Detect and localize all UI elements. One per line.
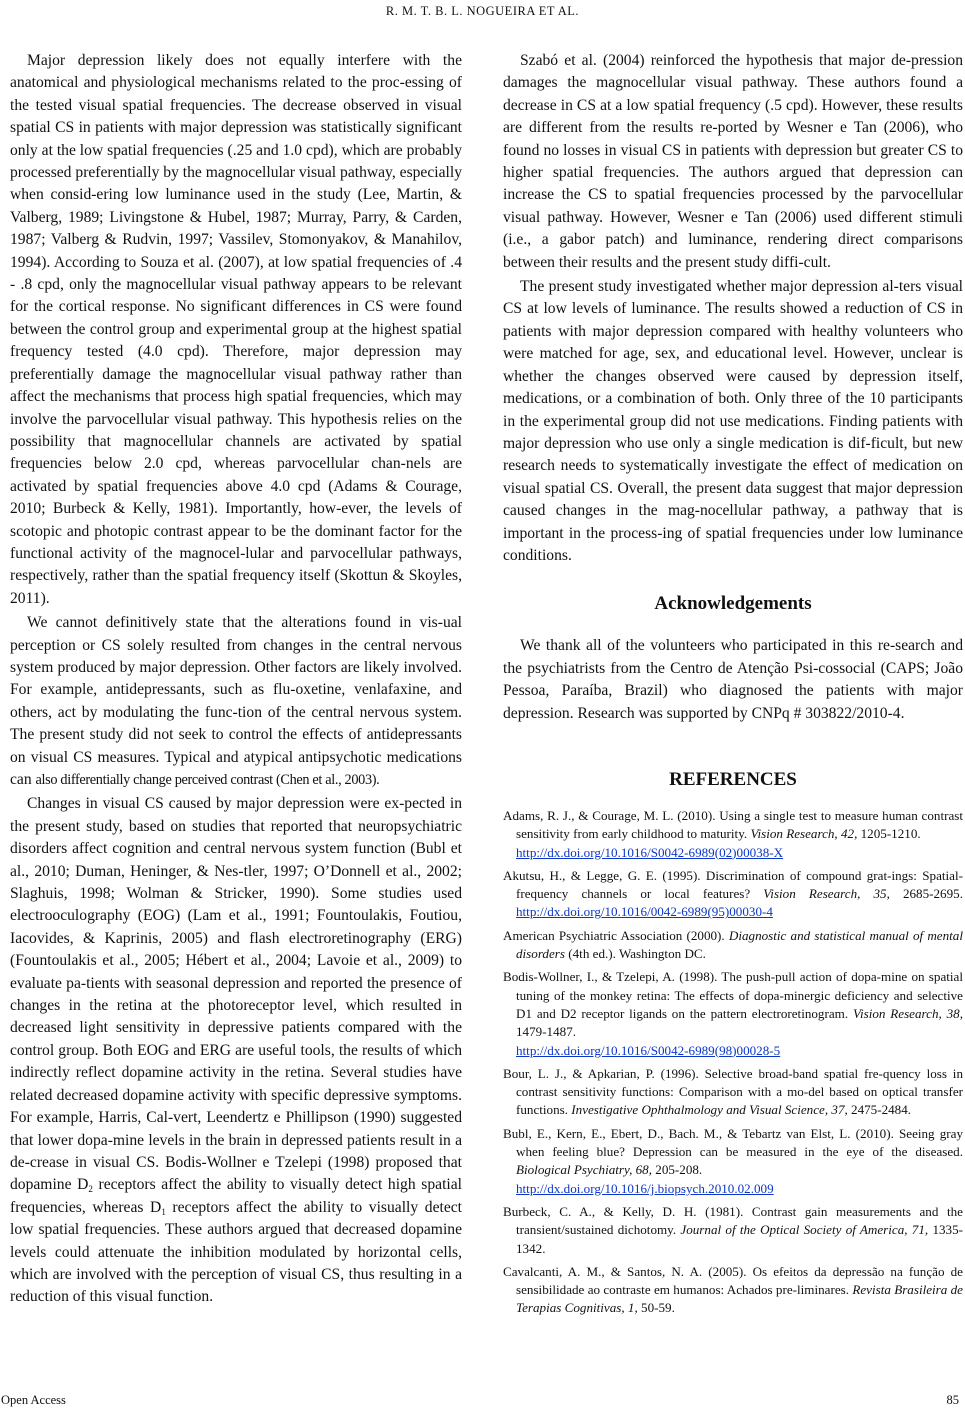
paragraph-text: We cannot definitively state that the alterations found in vis-ual perception or CS solely resulted from changes in the central nervous system produced by major depression. Other factors are likely involved. For example, antidepressants, such as flu-oxetine, venlafaxine, and others, act by modulating the func-tion of the central nervous system. The present study did not seek to control the effects of antidepressants on visual CS measures. Typical and atypical antipsychotic medications can <box>10 614 462 788</box>
doi-link[interactable]: http://dx.doi.org/10.1016/j.biopsych.2010.02.009 <box>516 1180 774 1196</box>
reference-journal: Journal of the Optical Society of America, 71, <box>680 1222 929 1238</box>
reference-item <box>503 1125 963 1198</box>
reference-authors-title: Akutsu, H., & Legge, G. E. (1995). Discrimination of compound grat-ings: Spatial-frequency channels or local features? <box>503 867 963 902</box>
reference-authors-title: Bour, L. J., & Apkarian, P. (1996). Selective broad-band spatial fre-quency loss in contrast sensitivity functions: Comparison with a mo-del based on optical transfer functions. <box>503 1065 963 1118</box>
reference-pages: 205-208. <box>652 1162 703 1178</box>
reference-pages: 1335-1342. <box>516 1222 963 1256</box>
paragraph-text-c: receptors affect the ability to visually detect low spatial frequencies. These authors argued that decreased dopamine levels could attenuate the inhibition modulated by horizontal cells, which are involved with the perception of visual CS, thus resulting in a reduction of this visual function. <box>10 1198 462 1306</box>
reference-journal: Revista Brasileira de Terapias Cognitivas, 1, <box>516 1282 963 1316</box>
running-head: R. M. T. B. L. NOGUEIRA ET AL. <box>385 4 580 18</box>
acknowledgements-text: We thank all of the volunteers who participated in this re-search and the psychiatrists from the Centro de Atenção Psi-cossocial (CAPS; João Pessoa, Paraíba, Brazil) who diagnosed the patients with major depression. Research was supported by CNPq # 303822/2010-4. <box>503 637 963 722</box>
reference-item <box>503 968 963 1059</box>
reference-journal: Vision Research, 42, <box>750 826 858 842</box>
reference-pages: 2685-2695. <box>889 886 963 902</box>
reference-item <box>503 867 963 922</box>
reference-pages: 2475-2484. <box>847 1102 912 1118</box>
reference-item <box>503 807 963 862</box>
reference-item <box>503 1203 963 1258</box>
footer-open-access: Open Access <box>1 1393 66 1407</box>
reference-journal: Diagnostic and statistical manual of mental disorders <box>516 927 963 962</box>
reference-authors-title: American Psychiatric Association (2000). <box>503 927 729 943</box>
paragraph-tail: also differentially change perceived contrast (Chen et al., 2003). <box>35 772 380 788</box>
doi-link[interactable]: http://dx.doi.org/10.1016/0042-6989(95)00030-4 <box>516 904 773 920</box>
doi-link[interactable]: http://dx.doi.org/10.1016/S0042-6989(98)00028-5 <box>516 1042 781 1058</box>
references-heading: REFERENCES <box>669 768 797 790</box>
doi-link[interactable]: http://dx.doi.org/10.1016/S0042-6989(02)00038-X <box>516 844 784 860</box>
left-column <box>10 50 462 1309</box>
reference-authors-title: Burbeck, C. A., & Kelly, D. H. (1981). Contrast gain measurements and the transient/sustained dichotomy. <box>503 1203 963 1238</box>
reference-journal: Vision Research, 35, <box>763 886 890 902</box>
reference-journal: Biological Psychiatry, 68, <box>516 1162 653 1178</box>
paragraph: Major depression likely does not equally interfere with the anatomical and physiological mechanisms related to the proc-essing of the tested visual spatial frequencies. The decrease observed in visual spatial CS in patients with major depression was statistically significant only at the low spatial frequencies (.25 and 1.0 cpd), which are probably processed preferentially by the magnocellular visual pathway, especially when consid-ering low luminance used in the study (Lee, Martin, & Valberg, 1989; Livingstone & Hubel, 1987; Murray, Parry, & Carden, 1987; Valberg & Rudvin, 1997; Vassilev, Stomonyakov, & Manahilov, 1994). According to Souza et al. (2007), at low spatial frequencies of .4 - .8 cpd, only the magnocellular visual pathway appears to be relevant for the cortical response. No significant differences in CS were found between the control group and experimental group at the highest spatial frequency tested (4.0 cpd). Therefore, major depression may preferentially damage the magnocellular visual pathway rather than affect the mechanisms that process high spatial frequencies, which may involve the parvocellular visual pathway. This hypothesis relies on the possibility that magnocellular channels are activated by spatial frequencies below 2.0 cpd, whereas parvocellular chan-nels are activated by spatial frequencies above 4.0 cpd (Adams & Courage, 2010; Burbeck & Kelly, 1981). Importantly, how-ever, the levels of scotopic and photopic contrast appear to be the dominant factor for the functional activity of the magnocel-lular and parvocellular pathways, respectively, rather than the spatial frequency itself (Skottun & Skoyles, 2011). <box>10 52 462 607</box>
reference-item <box>503 1263 963 1318</box>
reference-list <box>503 807 963 1318</box>
reference-authors-title: Bubl, E., Kern, E., Ebert, D., Bach. M., & Tebartz van Elst, L. (2010). Seeing gray when feeling blue? Depression can be measured in the eye of the diseased. <box>503 1125 963 1160</box>
reference-item <box>503 927 963 964</box>
paragraph: Szabó et al. (2004) reinforced the hypothesis that major de-pression damages the magnocellular visual pathway. These authors found a decrease in CS at a low spatial frequency (.5 cpd). However, these results are different from the results re-ported by Wesner e Tan (2006), who found no losses in visual CS in patients with depression but greater CS to higher spatial frequencies. The authors argued that depression can increase the CS to spatial frequencies processed by the parvocellular visual pathway. However, Wesner e Tan (2006) used different stimuli (i.e., a gabor patch) and luminance, rendering direct comparisons between their results and the present study diffi-cult. <box>503 52 963 271</box>
subscript: 1 <box>161 1206 166 1217</box>
paragraph <box>10 793 462 1308</box>
reference-pages: 1479-1487. <box>516 1024 577 1040</box>
acknowledgements-heading: Acknowledgements <box>654 593 812 615</box>
reference-authors-title: Cavalcanti, A. M., & Santos, N. A. (2005). Os efeitos da depressão na função de sensibilidade ao contraste em humanos: Achados pre-liminares. <box>503 1263 963 1298</box>
page-number: 85 <box>946 1393 959 1407</box>
right-column <box>503 50 963 1323</box>
subscript: 2 <box>88 1184 93 1195</box>
paragraph: The present study investigated whether major depression al-ters visual CS at low levels of luminance. The results showed a reduction of CS in patients with major depression compared with healthy volunteers who were matched for age, sex, and educational level. However, unclear is whether the changes observed were caused by depression itself, medications, or a combination of both. Only three of the 10 participants in the experimental group did not use medications. Finding patients with major depression who use only a single medication is dif-ficult, but new research needs to systematically investigate the effect of medication on visual spatial CS. Overall, the present data suggest that major depression caused changes in the mag-nocellular pathway, a pathway that is important in the process-ing of spatial frequencies under low luminance conditions. <box>503 278 963 564</box>
reference-item <box>503 1065 963 1120</box>
paragraph-text-a: Changes in visual CS caused by major depression were ex-pected in the present study, based on studies that reported that neuropsychiatric disorders affect cognition and central nervous system function (Bubl et al., 2010; Duman, Heninger, & Nes-tler, 1997; O’Donnell et al., 2002; Slaghuis, 1998; Wolman & Stricker, 1990). Some studies used electrooculography (EOG) (Lam et al., 1991; Fountoulakis, Foutiou, Iacovides, & Kaprinis, 2005) and flash electroretinography (ERG) (Fountoulakis et al., 2005; Hébert et al., 2004; Lavoie et al., 2009) to evaluate pa-tients with seasonal depression and reported the presence of changes in the retina at the photoreceptor level, which resulted in decreased light sensitivity in depressive patients compared with the control group. Both EOG and ERG are useful tools, the results of which indirectly reflect dopamine activity in the retina. Several studies have related decreased dopamine activity with specific depressive symptoms. For example, Harris, Cal-vert, Leendertz e Phillipson (1990) suggested that lower dopa-mine levels in the brain in depressed patients result in a de-crease in visual CS. Bodis-Wollner e Tzelepi (1998) proposed that dopamine D <box>10 795 462 1194</box>
paragraph <box>10 612 462 791</box>
reference-authors-title: Adams, R. J., & Courage, M. L. (2010). Using a single test to measure human contrast sensitivity from early childhood to maturity. <box>503 807 963 842</box>
reference-pages: 50-59. <box>637 1300 675 1316</box>
paragraph-text-b: receptors affect the ability to visually detect high spatial frequencies, whereas D <box>10 1176 462 1216</box>
reference-authors-title: Bodis-Wollner, I., & Tzelepi, A. (1998). The push-pull action of dopa-mine on spatial tuning of the monkey retina: The effects of dopa-minergic deficiency and selective D1 and D2 receptor ligands on the pattern electroretinogram. <box>503 969 963 1021</box>
reference-pages: 1205-1210. <box>857 826 921 842</box>
reference-journal: Investigative Ophthalmology and Visual Science, 37, <box>571 1102 848 1118</box>
reference-pages: (4th ed.). Washington DC. <box>565 946 706 962</box>
reference-journal: Vision Research, 38, <box>852 1005 963 1021</box>
